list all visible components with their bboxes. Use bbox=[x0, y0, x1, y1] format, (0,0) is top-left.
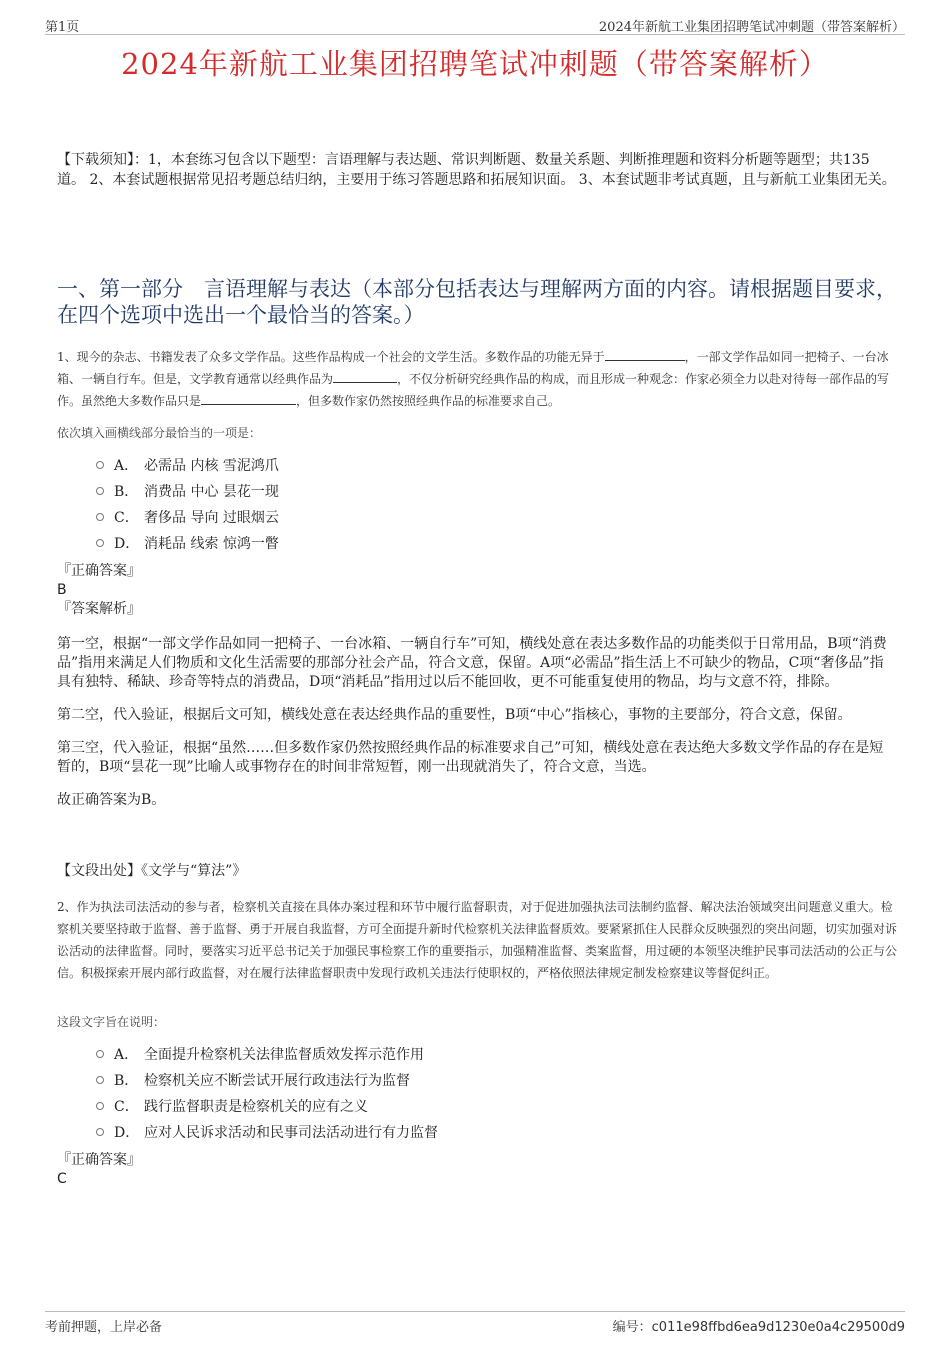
radio-icon[interactable] bbox=[96, 461, 104, 469]
option-b[interactable]: B． 检察机关应不断尝试开展行政违法行为监督 bbox=[96, 1067, 438, 1093]
header-doc-title: 2024年新航工业集团招聘笔试冲刺题（带答案解析） bbox=[598, 20, 905, 35]
question-2-answer bbox=[57, 1151, 141, 1189]
option-d[interactable]: D． 消耗品 线索 惊鸿一瞥 bbox=[96, 530, 279, 556]
section-title: 一、第一部分 言语理解与表达（本部分包括表达与理解两方面的内容。请根据题目要求，在四个选项中选出一个最恰当的答案。） bbox=[57, 277, 897, 327]
analysis-paragraph: 第三空，代入验证，根据“虽然……但多数作家仍然按照经典作品的标准要求自己”可知，横线处意在表达绝大多数文学作品的存在是短暂的，B项“昙花一现”比喻人或事物存在的时间非常短暂，刚一出现就消失了，符合文意，当选。 bbox=[57, 740, 884, 775]
radio-icon[interactable] bbox=[96, 1050, 104, 1058]
blank-3 bbox=[201, 392, 296, 405]
answer-value: B bbox=[57, 582, 67, 598]
download-notice: 【下载须知】：1，本套练习包含以下题型：言语理解与表达题、常识判断题、数量关系题、判断推理题和资料分析题等题型；共135道。 2、本套试题根据常见招考题总结归纳，主要用于练习答题思路和拓展知识面。 3、本套试题非考试真题，且与新航工业集团无关。 bbox=[57, 152, 896, 188]
question-2-options bbox=[96, 1041, 438, 1145]
radio-icon[interactable] bbox=[96, 539, 104, 547]
footer-slogan: 考前押题，上岸必备 bbox=[45, 1320, 163, 1335]
radio-icon[interactable] bbox=[96, 513, 104, 521]
question-2-text: 2、作为执法司法活动的参与者，检察机关直接在具体办案过程和环节中履行监督职责，对于促进加强执法司法制约监督、解决法治领域突出问题意义重大。检察机关要坚持敢于监督、善于监督、勇于开展自我监督，方可全面提升新时代检察机关法律监督质效。要紧紧抓住人民群众反映强烈的突出问题，切实加强对诉讼活动的法律监督。同时，要落实习近平总书记关于加强民事检察工作的重要指示，加强精准监督、类案监督，用过硬的本领坚决维护民事司法活动的公正与公信。积极探索开展内部行政监督，对在履行法律监督职责中发现行政机关违法行使职权的，严格依照法律规定制发检察建议等督促纠正。 bbox=[57, 900, 898, 980]
question-1-options bbox=[96, 452, 279, 556]
question-1-answer bbox=[57, 562, 141, 619]
blank-2 bbox=[333, 370, 397, 383]
radio-icon[interactable] bbox=[96, 1076, 104, 1084]
page-number: 第1页 bbox=[45, 20, 80, 35]
question-1-text: 1、现今的杂志、书籍发表了众多文学作品。这些作品构成一个社会的文学生活。多数作品的功能无异于 ，一部文学作品如同一把椅子、一台冰箱、一辆自行车。但是，文学教育通常以经典作品为 ，不仅分析研究经典作品的构成，而且形成一种观念：作家必须全力以赴对待每一部作品的写作。虽然绝大多数作品只是 ，但多数作家仍然按照经典作品的标准要求自己。 bbox=[57, 350, 890, 408]
analysis-label: 『答案解析』 bbox=[57, 601, 141, 617]
blank-1 bbox=[605, 348, 685, 361]
page-footer bbox=[45, 1311, 905, 1336]
analysis-paragraph: 第二空，代入验证，根据后文可知，横线处意在表达经典作品的重要性，B项“中心”指核心，事物的主要部分，符合文意，保留。 bbox=[57, 707, 852, 723]
answer-label: 『正确答案』 bbox=[57, 1152, 141, 1168]
radio-icon[interactable] bbox=[96, 1128, 104, 1136]
page-header bbox=[45, 14, 905, 35]
analysis-paragraph: 第一空，根据“一部文学作品如同一把椅子、一台冰箱、一辆自行车”可知，横线处意在表达多数作品的功能类似于日常用品，B项“消费品”指用来满足人们物质和文化生活需要的那部分社会产品，符合文意，保留。A项“必需品”指生活上不可缺少的物品，C项“奢侈品”指具有独特、稀缺、珍奇等特点的消费品，D项“消耗品”指用过以后不能回收，更不可能重复使用的物品，均与文意不符，排除。 bbox=[57, 636, 887, 690]
option-a[interactable]: A． 全面提升检察机关法律监督质效发挥示范作用 bbox=[96, 1041, 438, 1067]
question-1-analysis bbox=[57, 635, 889, 824]
radio-icon[interactable] bbox=[96, 1102, 104, 1110]
answer-label: 『正确答案』 bbox=[57, 563, 141, 579]
option-b[interactable]: B． 消费品 中心 昙花一现 bbox=[96, 478, 279, 504]
radio-icon[interactable] bbox=[96, 487, 104, 495]
option-c[interactable]: C． 践行监督职责是检察机关的应有之义 bbox=[96, 1093, 438, 1119]
option-c[interactable]: C． 奢侈品 导向 过眼烟云 bbox=[96, 504, 279, 530]
analysis-paragraph: 故正确答案为B。 bbox=[57, 792, 166, 808]
option-a[interactable]: A． 必需品 内核 雪泥鸿爪 bbox=[96, 452, 279, 478]
footer-serial: 编号：c011e98ffbd6ea9d1230e0a4c29500d9 bbox=[612, 1320, 905, 1335]
answer-value: C bbox=[57, 1171, 67, 1187]
question-2-prompt: 这段文字旨在说明： bbox=[57, 1015, 166, 1029]
document-title: 2024年新航工业集团招聘笔试冲刺题（带答案解析） bbox=[121, 47, 829, 81]
question-1-source: 【文段出处】《文学与“算法”》 bbox=[57, 863, 247, 879]
option-d[interactable]: D． 应对人民诉求活动和民事司法活动进行有力监督 bbox=[96, 1119, 438, 1145]
question-1-prompt: 依次填入画横线部分最恰当的一项是： bbox=[57, 426, 262, 440]
